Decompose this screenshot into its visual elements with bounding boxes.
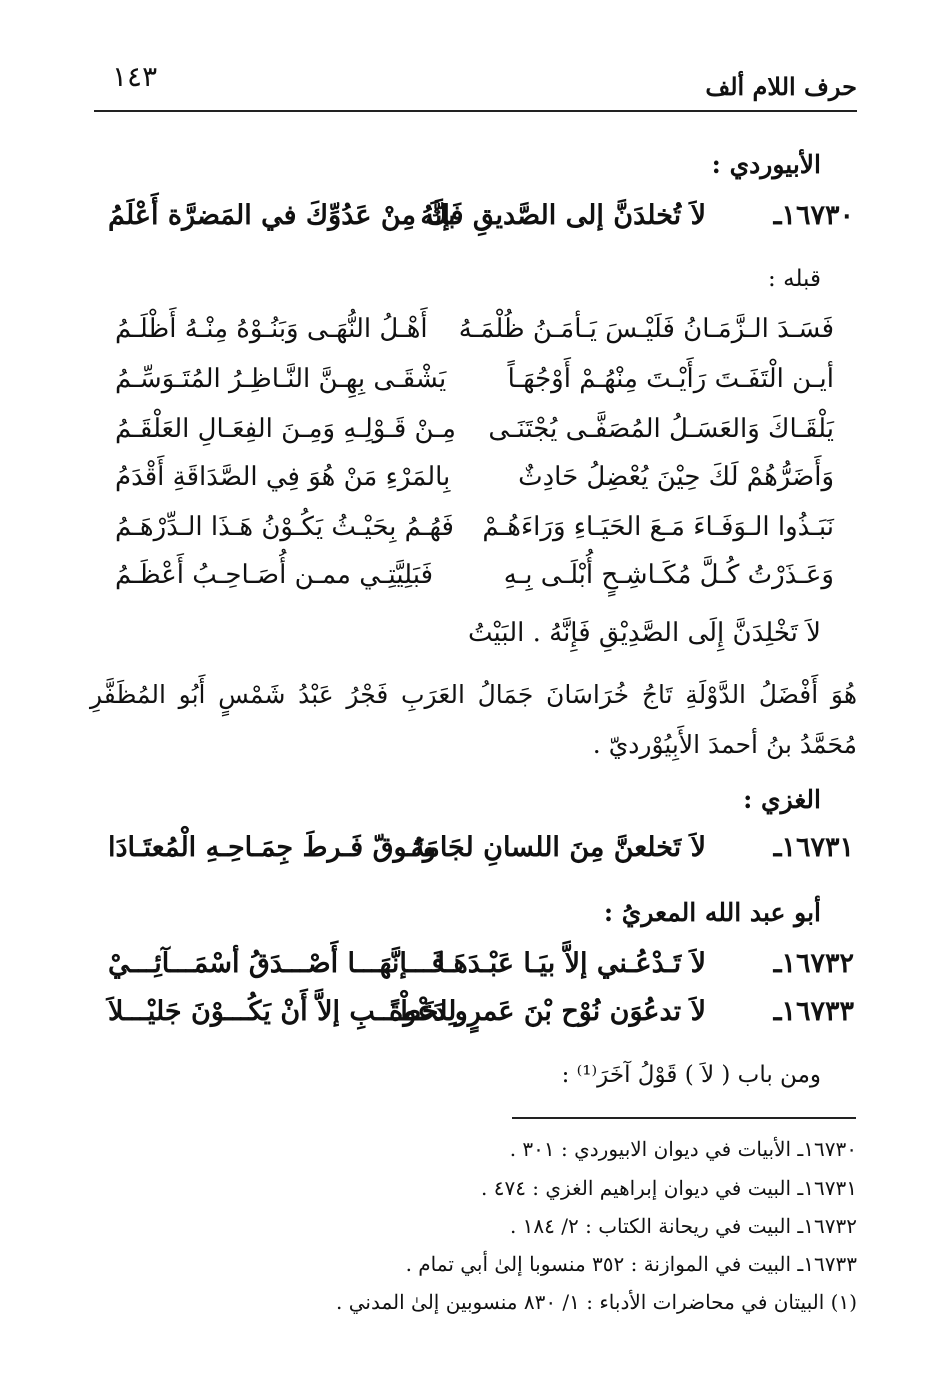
first-hemistich: لاَ تُخلدَنَّ إلى الصَّديقِ فَإنَّهُ	[420, 200, 706, 231]
quoted-line: لاَ تَخْلِدَنَّ إِلَى الصَّدِيْقِ فَإِنَّهُ . البَيْتُ	[467, 618, 821, 648]
first-hemistich: وَعَـذَرْتُ كُـلَّ مُكَـاشِـحٍ أُبْلَـى بِـهِ	[503, 560, 834, 590]
footnote: ١٦٧٣٢ـ البيت في ريحانة الكتاب : ٢/ ١٨٤ .	[509, 1214, 857, 1238]
qabla-label: قبله :	[768, 266, 821, 292]
first-hemistich: يَلْقَـاكَ وَالعَسَـلُ المُصَفَّـى يُجْتَنَـى	[488, 414, 834, 444]
footnote: ١٦٧٣١ـ البيت في ديوان إبراهيم الغزي : ٤٧٤ .	[480, 1176, 857, 1200]
preceding-verse	[115, 364, 834, 410]
entry-number: ١٦٧٣١ـ	[773, 832, 854, 863]
footnote: ١٦٧٣٠ـ الأبيات في ديوان الابيوردي : ٣٠١ .	[509, 1137, 857, 1161]
verse-entry-16732	[108, 948, 854, 996]
preceding-verse	[115, 314, 834, 360]
header-divider	[94, 110, 857, 112]
second-hemistich: بِالمَرْءِ مَنْ هُوَ فِي الصَّدَاقَةِ أَقْدَمُ	[115, 462, 451, 492]
first-hemistich: لاَ تَـدْعُـني إلاَّ بيَـا عَبْـدَهَـا	[437, 948, 706, 979]
entry-number: ١٦٧٣٠ـ	[773, 200, 854, 231]
biography-paragraph: هُوَ أَفْضَلُ الدَّوْلَةِ تَاجُ خُرَاسَانَ جَمَالُ العَرَبِ فَجْرُ عَبْدُ شَمْسٍ أَبُو المُظَفَّرِ مُحَمَّدُ بنُ أحمدَ الأَبِيُوْرديّ .	[90, 680, 857, 759]
footnote: (١) البيتان في محاضرات الأدباء : ١/ ٨٣٠ منسوبين إلىٰ المدني .	[336, 1290, 857, 1314]
preceding-verse	[115, 462, 834, 508]
poet-name: الأبيوردي :	[711, 150, 821, 179]
first-hemistich: فَسَـدَ الـزَّمَـانُ فَلَيْـسَ يَـأمَـنُ ظُلْمَـهُ	[458, 314, 834, 344]
entry-number: ١٦٧٣٢ـ	[773, 948, 854, 979]
second-hemistich: لِلخَطْـــبِ إلاَّ أَنْ يَكُـــوْنَ جَليْـــلاَ	[108, 996, 457, 1027]
footnote: ١٦٧٣٣ـ البيت في الموازنة : ٣٥٢ منسوبا إلىٰ أبي تمام .	[405, 1252, 857, 1276]
second-hemistich: يَشْقَـى بِهِـنَّ النَّـاظِـرُ المُتَـوَسِّـمُ	[115, 364, 447, 394]
first-hemistich: نَبَـذُوا الـوَفَـاءَ مَـعَ الحَيَـاءِ وَرَاءَهُـمْ	[482, 512, 834, 542]
first-hemistich: وَأَضَرُّهُمْ لَكَ حِيْنَ يُعْضِلُ حَادِثٌ	[518, 462, 834, 492]
second-hemistich: فَـــإنَّهَـــا أَصْـــدَقُ أسْمَـــآئِـــيْ	[108, 948, 445, 979]
preceding-verse	[115, 414, 834, 460]
poet-name: الغزي :	[743, 785, 821, 814]
second-hemistich: أَهْـلُ النُّهَـى وَبَنُـوْهُ مِنْـهُ أَظْلَـمُ	[115, 314, 428, 344]
footnote-divider	[512, 1117, 856, 1119]
section-note: ومن باب ( لاَ ) قَوْلُ آخَرَ⁽¹⁾ :	[561, 1062, 821, 1088]
chapter-title: حرف اللام ألف	[705, 72, 857, 101]
second-hemistich: فَبَلِيَّتِـي ممـن أُصَـاحِـبُ أَعْظَـمُ	[115, 560, 434, 590]
verse-entry-16730	[108, 200, 854, 248]
entry-number: ١٦٧٣٣ـ	[773, 996, 854, 1027]
page-number: ١٤٣	[112, 60, 158, 93]
second-hemistich: مِـنْ قَـوْلِـهِ وَمِـنَ الفِعَـالِ العَلْقَـمُ	[115, 414, 456, 444]
first-hemistich: أيـن الْتَفَـتَ رَأَيْـتَ مِنْهُـمْ أَوْجُهَـاً	[507, 364, 834, 394]
preceding-verse	[115, 560, 834, 606]
first-hemistich: لاَ تَخلعنَّ مِنَ اللسانِ لجَامَهُ	[410, 832, 706, 863]
second-hemistich: بكَ مِنْ عَدُوِّكَ في المَضرَّة أَعْلَمُ	[108, 200, 456, 231]
verse-entry-16733	[108, 996, 854, 1044]
verse-entry-16731	[108, 832, 854, 880]
first-hemistich: لاَ تدعُوَن نُوْح بْنَ عَمرٍو دَعْوةً	[389, 996, 706, 1027]
second-hemistich: فَهُـمُ بِحَيْـثُ يَكُـوْنُ هَـذَا الـدِّرْهَـمُ	[115, 512, 454, 542]
poet-name: أبو عبد الله المعريُ :	[603, 898, 821, 927]
second-hemistich: وتَـوقّ فَـرطَ جِمَـاحِـهِ الْمُعتَـادَا	[108, 832, 436, 863]
preceding-verse	[115, 512, 834, 558]
